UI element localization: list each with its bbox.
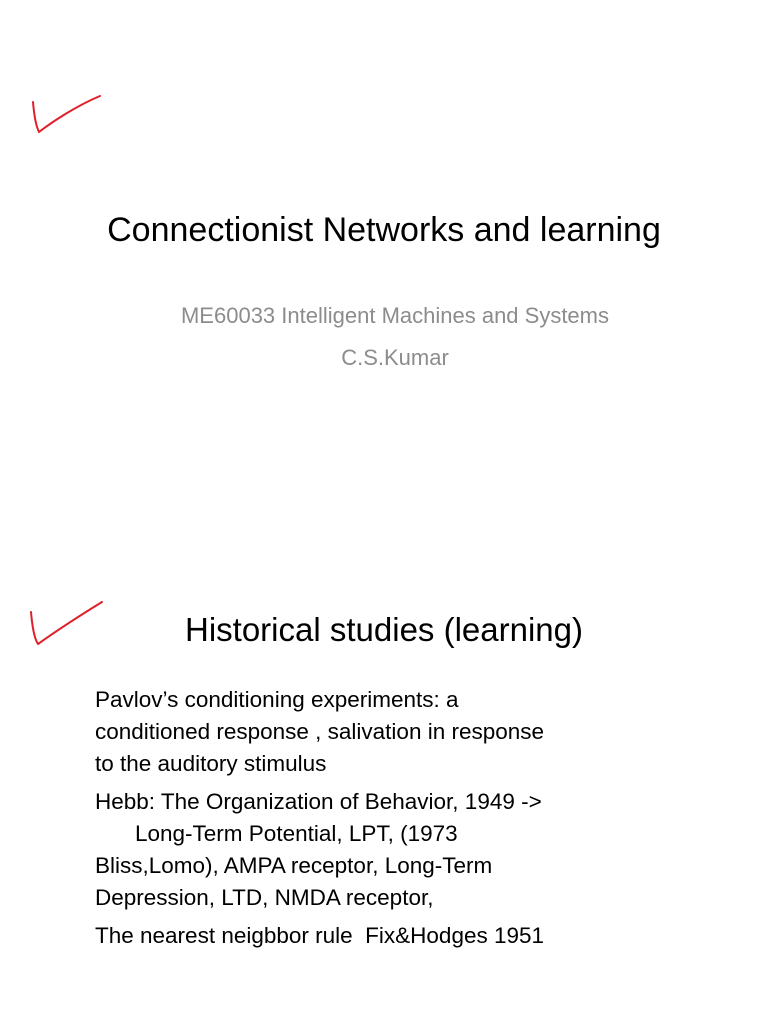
slide-title: Connectionist Networks and learning [107, 211, 661, 249]
check-mark-icon [30, 92, 104, 138]
text-line: to the auditory stimulus [95, 751, 327, 776]
title-slide [0, 0, 768, 510]
author-subtitle: C.S.Kumar [341, 345, 449, 370]
content-slide [0, 510, 768, 1024]
paragraph-pavlov [95, 684, 715, 780]
slide-body [95, 684, 715, 958]
text-line: Hebb: The Organization of Behavior, 1949 -> [95, 789, 542, 814]
text-line: Long-Term Potential, LPT, (1973 [135, 821, 458, 846]
paragraph-nearest-neighbor [95, 920, 715, 952]
text-line: Depression, LTD, NMDA receptor, [95, 885, 434, 910]
text-line: Bliss,Lomo), AMPA receptor, Long-Term [95, 853, 493, 878]
text-line: Pavlov’s conditioning experiments: a [95, 687, 459, 712]
paragraph-hebb [95, 786, 715, 914]
slide-title: Historical studies (learning) [185, 611, 583, 648]
course-subtitle: ME60033 Intelligent Machines and Systems [180, 303, 609, 328]
text-line: conditioned response , salivation in response [95, 719, 545, 744]
text-line: The nearest neigbbor rule Fix&Hodges 1951 [95, 923, 545, 948]
